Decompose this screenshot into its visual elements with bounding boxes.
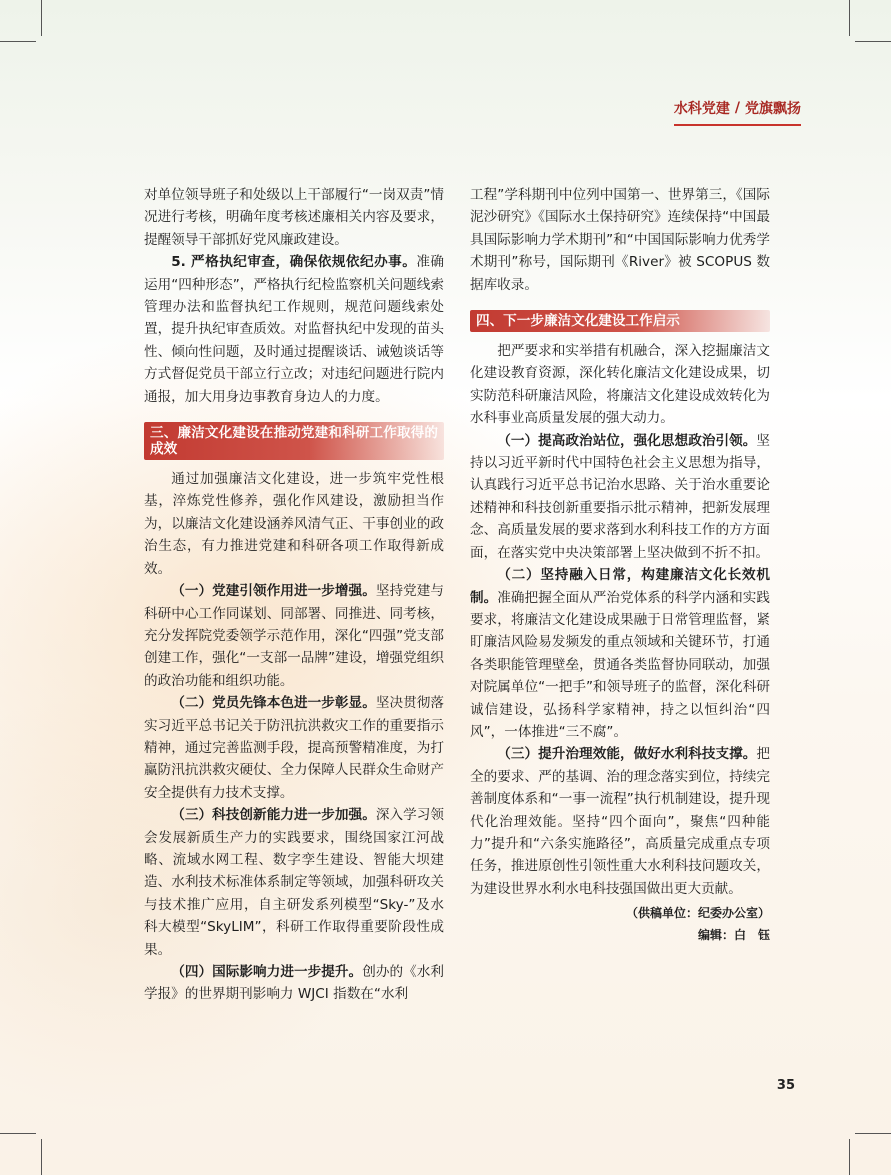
crop-mark [41,0,42,36]
paragraph [144,251,444,408]
page-number: 35 [776,1078,795,1093]
crop-mark [41,1139,42,1175]
paragraph [144,961,444,1006]
paragraph: 工程”学科期刊中位列中国第一、世界第三，《国际泥沙研究》《国际水土保持研究》连续保持“中国最具国际影响力学术期刊”和“中国国际影响力优秀学术期刊”称号，国际期刊《River》被 SCOPUS 数据库收录。 [470,187,770,293]
paragraph-lead: （三）提升治理效能，做好水利科技支撑。 [497,746,757,763]
paragraph-lead: 5. 严格执纪审查，确保依规依纪办事。 [171,254,417,271]
paragraph [470,743,770,900]
running-header [674,96,801,126]
crop-mark [855,1133,891,1134]
crop-mark [0,41,36,42]
paragraph-lead: （三）科技创新能力进一步加强。 [171,807,376,824]
crop-mark [0,1133,36,1134]
paragraph [470,430,770,564]
paragraph: 对单位领导班子和处级以上干部履行“一岗双责”情况进行考核，明确年度考核述廉相关内容及要求，提醒领导干部抓好党风廉政建设。 [144,187,444,248]
header-section: 水科党建 [673,101,730,117]
paragraph-lead: （一）提高政治站位，强化思想政治引领。 [497,432,757,449]
paragraph: 通过加强廉洁文化建设，进一步筑牢党性根基，淬炼党性修养，强化作风建设，激励担当作为，以廉洁文化建设涵养风清气正、干事创业的政治生态，有力推进党建和科研各项工作取得新成效。 [144,471,444,577]
paragraph-lead: （一）党建引领作用进一步增强。 [171,583,376,600]
paragraph-body: 准确把握全面从严治党体系的科学内涵和实践要求，将廉洁文化建设成果融于日常管理监督，紧盯廉洁风险易发频发的重点领域和关键环节，打通各类职能管理壁垒，贯通各类监督协同联动，加强对院属单位“一把手”和领导班子的监督，深化科研诚信建设，弘扬科学家精神，持之以恒纠治“四风”，一体推进“三不腐”。 [470,589,771,740]
crop-mark [849,1139,850,1175]
left-column [144,184,444,1006]
paragraph-body: 创办的《水利学报》的世界期刊影响力 WJCI 指数在“水利 [144,964,445,1003]
paragraph-body: 坚决贯彻落实习近平总书记关于防汛抗洪救灾工作的重要指示精神，通过完善监测手段，提高预警精准度，为打赢防汛抗洪救灾硬仗、全力保障人民群众生命财产安全提供有力技术支撑。 [144,695,445,801]
section-heading: 四、下一步廉洁文化建设工作启示 [470,310,770,332]
paragraph-body: 准确运用“四种形态”，严格执行纪检监察机关问题线索管理办法和监督执纪工作规则，规范问题线索处置，提升执纪审查质效。对监督执纪中发现的苗头性、倾向性问题，及时通过提醒谈话、诫勉谈话等方式督促党员干部立行立改；对违纪问题进行院内通报，加大用身边事教育身边人的力度。 [144,254,445,405]
right-column [470,184,770,946]
crop-mark [849,0,850,36]
header-separator: / [734,100,740,116]
paragraph: 把严要求和实举措有机融合，深入挖掘廉洁文化建设教育资源，深化转化廉洁文化建设成果，切实防范科研廉洁风险，将廉洁文化建设成效转化为水科事业高质量发展的强大动力。 [470,343,770,427]
paragraph-body: 深入学习领会发展新质生产力的实践要求，围绕国家江河战略、流域水网工程、数字孪生建设、智能大坝建造、水利技术标准体系制定等领域，加强科研攻关与技术推广应用，自主研发系列模型“Sky-”及水科大模型“SkyLIM”，科研工作取得重要阶段性成果。 [144,807,445,958]
paragraph [470,564,770,743]
paragraph [144,804,444,961]
paragraph [144,692,444,804]
paragraph-lead: （二）坚持融入日常，构建廉洁文化长效机制。 [470,567,770,606]
credit-editor: 编辑：白 钰 [697,928,770,943]
paragraph [144,580,444,692]
credit-source: （供稿单位：纪委办公室） [625,906,770,921]
paragraph-lead: （四）国际影响力进一步提升。 [171,964,363,980]
paragraph-body: 坚持以习近平新时代中国特色社会主义思想为指导，认真践行习近平总书记治水思路、关于治水重要论述精神和科技创新重要指示批示精神，把新发展理念、高质量发展的要求落到水利科技工作的方方面面，在落实党中央决策部署上坚决做到不折不扣。 [470,432,770,561]
paragraph-lead: （二）党员先锋本色进一步彰显。 [171,695,376,712]
header-column: 党旗飘扬 [745,101,801,117]
section-heading: 三、廉洁文化建设在推动党建和科研工作取得的成效 [144,422,444,460]
crop-mark [855,41,891,42]
paragraph-body: 坚持党建与科研中心工作同谋划、同部署、同推进、同考核，充分发挥院党委领学示范作用，深化“四强”党支部创建工作，强化“一支部一品牌”建设，增强党组织的政治功能和组织功能。 [144,583,445,689]
paragraph-body: 把全的要求、严的基调、治的理念落实到位，持续完善制度体系和“一事一流程”执行机制建设，提升现代化治理效能。坚持“四个面向”，聚焦“四种能力”提升和“六条实施路径”，高质量完成重点专项任务，推进原创性引领性重大水利科技问题攻关，为建设世界水利水电科技强国做出更大贡献。 [470,746,770,897]
